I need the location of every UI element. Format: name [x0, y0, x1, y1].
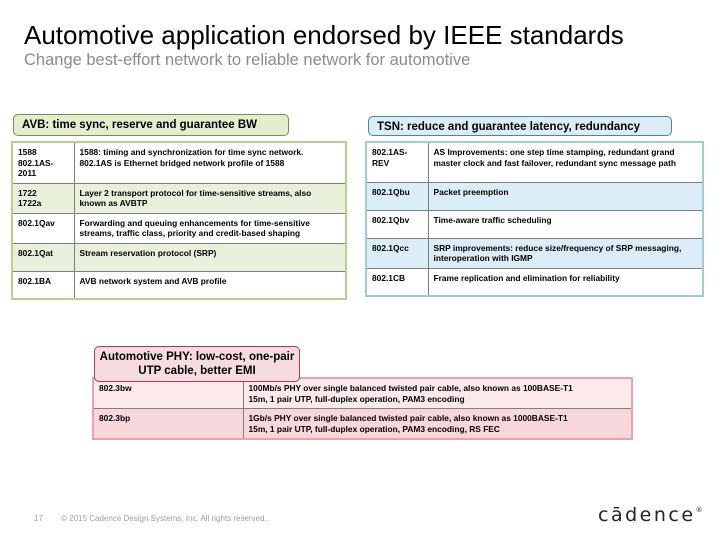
registered-mark: ® [695, 506, 703, 514]
standard-code: 802.1BA [12, 271, 74, 299]
logo-wordmark: cādence [598, 504, 696, 526]
standard-code: 802.1CB [366, 268, 428, 296]
standard-description: Layer 2 transport protocol for time-sensitive streams, also known as AVBTP [74, 183, 346, 213]
cadence-logo [598, 504, 703, 526]
table-row [366, 182, 703, 210]
standard-code: 802.1AS- REV [366, 142, 428, 182]
avb-heading: AVB: time sync, reserve and guarantee BW [13, 114, 289, 136]
page-number: 17 [34, 514, 43, 523]
standard-description: 100Mb/s PHY over single balanced twisted pair cable, also known as 100BASE-T1 15m, 1 pair UTP, full-duplex operation, PAM3 encoding [243, 378, 632, 409]
table-row [12, 142, 346, 183]
standard-code: 802.1Qbu [366, 182, 428, 210]
table-row [93, 409, 632, 440]
standard-code: 1722 1722a [12, 183, 74, 213]
table-row [12, 271, 346, 299]
avb-table [11, 141, 347, 300]
footer [34, 514, 269, 523]
standard-description: 1Gb/s PHY over single balanced twisted pair cable, also known as 1000BASE-T1 15m, 1 pair UTP, full-duplex operation, PAM3 encoding, RS FEC [243, 409, 632, 440]
table-row [366, 238, 703, 268]
standard-description: Forwarding and queuing enhancements for time-sensitive streams, traffic class, priority and credit-based shaping [74, 213, 346, 243]
standard-description: Time-aware traffic scheduling [428, 210, 703, 238]
standard-code: 1588 802.1AS- 2011 [12, 142, 74, 183]
copyright-text: © 2015 Cadence Design Systems, Inc. All rights reserved.. [61, 514, 269, 523]
table-row [93, 378, 632, 409]
standard-code: 802.3bw [93, 378, 243, 409]
standard-description: 1588: timing and synchronization for time sync network. 802.1AS is Ethernet bridged network profile of 1588 [74, 142, 346, 183]
standard-description: Stream reservation protocol (SRP) [74, 243, 346, 271]
standard-description: AS Improvements: one step time stamping, redundant grand master clock and fast failover, redundant sync message path [428, 142, 703, 182]
standard-code: 802.1Qav [12, 213, 74, 243]
phy-table [92, 377, 633, 440]
standard-description: Frame replication and elimination for reliability [428, 268, 703, 296]
tsn-table [365, 141, 704, 297]
standard-code: 802.1Qat [12, 243, 74, 271]
standard-description: SRP improvements: reduce size/frequency of SRP messaging, interoperation with IGMP [428, 238, 703, 268]
page-title: Automotive application endorsed by IEEE standards [24, 20, 624, 50]
standard-code: 802.1Qcc [366, 238, 428, 268]
tsn-heading: TSN: reduce and guarantee latency, redundancy [368, 116, 672, 136]
standard-code: 802.1Qbv [366, 210, 428, 238]
standard-code: 802.3bp [93, 409, 243, 440]
page-subtitle: Change best-effort network to reliable network for automotive [24, 51, 471, 69]
table-row [366, 142, 703, 182]
table-row [12, 183, 346, 213]
table-row [12, 213, 346, 243]
standard-description: Packet preemption [428, 182, 703, 210]
standard-description: AVB network system and AVB profile [74, 271, 346, 299]
table-row [366, 210, 703, 238]
table-row [12, 243, 346, 271]
table-row [366, 268, 703, 296]
phy-heading: Automotive PHY: low-cost, one-pair UTP cable, better EMI [94, 346, 300, 382]
